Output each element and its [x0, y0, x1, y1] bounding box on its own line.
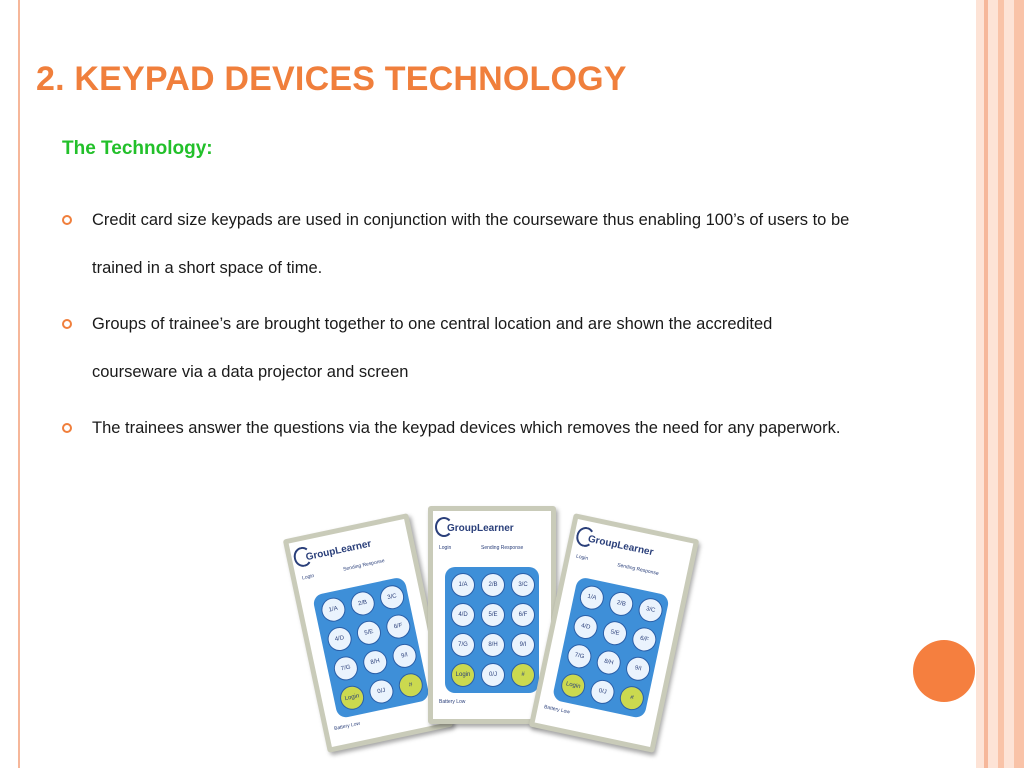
keypad-key: 9/I	[511, 633, 535, 657]
keypad-key: 6/F	[511, 603, 535, 627]
keypad-key: 4/D	[451, 603, 475, 627]
keypad-battery-low-label: Battery Low	[543, 704, 571, 716]
keypad-sending-response-label: Sending Response	[481, 545, 524, 551]
keypad-key: 7/G	[565, 642, 593, 670]
keypad-devices-image	[282, 498, 692, 744]
keypad-login-label: Login	[575, 553, 589, 562]
right-stripes	[976, 0, 1024, 768]
bullet-ring-icon	[62, 215, 72, 225]
bullet-item	[62, 196, 862, 292]
keypad-brand: GroupLearner	[586, 533, 655, 559]
keypad-key: 3/C	[636, 596, 664, 624]
bullet-text: Groups of trainee’s are brought together to one central location and are shown the accredited courseware via a data projector and screen	[92, 315, 773, 381]
keypad-button-grid	[312, 576, 430, 719]
bullet-text: Credit card size keypads are used in conjunction with the courseware thus enabling 100’s of users to be trained in a short space of time.	[92, 211, 850, 277]
bullet-text: The trainees answer the questions via the keypad devices which removes the need for any paperwork.	[92, 419, 841, 437]
keypad-key: 4/D	[571, 613, 599, 641]
slide-title: 2. KEYPAD DEVICES TECHNOLOGY	[36, 60, 627, 98]
keypad-key: 7/G	[332, 654, 360, 682]
keypad-button-grid	[552, 576, 670, 719]
keypad-key: Login	[338, 683, 366, 711]
keypad-brand: GroupLearner	[304, 538, 373, 564]
keypad-key: 1/A	[451, 573, 475, 597]
keypad-key: 1/A	[319, 595, 347, 623]
keypad-battery-low-label: Battery Low	[333, 720, 361, 733]
keypad-sending-response-label: Sending Response	[342, 558, 386, 573]
keypad-key: 5/E	[355, 619, 383, 647]
keypad-key: 4/D	[325, 625, 353, 653]
keypad-key: 0/J	[481, 663, 505, 687]
keypad-login-label: Login	[301, 573, 315, 582]
keypad-key: 7/G	[451, 633, 475, 657]
keypad-key: 9/I	[624, 655, 652, 683]
keypad-key: 8/H	[595, 648, 623, 676]
keypad-key: Login	[559, 671, 587, 699]
bullet-item	[62, 404, 862, 452]
bullet-item	[62, 300, 862, 396]
keypad-key: 3/C	[378, 583, 406, 611]
keypad-key: 0/J	[588, 678, 616, 706]
keypad-key: #	[618, 684, 646, 712]
keypad-key: 2/B	[481, 573, 505, 597]
keypad-key: 6/F	[384, 612, 412, 640]
keypad-key: 6/F	[630, 625, 658, 653]
bullet-ring-icon	[62, 423, 72, 433]
keypad-key: 2/B	[349, 589, 377, 617]
keypad-login-label: Login	[439, 545, 452, 551]
bullet-list	[62, 196, 862, 460]
keypad-key: #	[511, 663, 535, 687]
keypad-brand: GroupLearner	[447, 523, 514, 534]
left-frame-line	[18, 0, 20, 768]
keypad-button-grid	[445, 567, 539, 693]
keypad-battery-low-label: Battery Low	[439, 699, 466, 705]
keypad-key: 9/I	[390, 642, 418, 670]
keypad-key: 5/E	[481, 603, 505, 627]
keypad-key: Login	[451, 663, 475, 687]
keypad-key: 0/J	[367, 677, 395, 705]
keypad-key: 5/E	[601, 619, 629, 647]
keypad-key: 2/B	[607, 590, 635, 618]
keypad-key: 3/C	[511, 573, 535, 597]
keypad-key: 1/A	[578, 583, 606, 611]
decorative-circle	[913, 640, 975, 702]
bullet-ring-icon	[62, 319, 72, 329]
keypad-key: #	[397, 671, 425, 699]
keypad-key: 8/H	[481, 633, 505, 657]
keypad-sending-response-label: Sending Response	[616, 562, 660, 577]
keypad-key: 8/H	[361, 648, 389, 676]
section-subtitle: The Technology:	[62, 138, 213, 159]
